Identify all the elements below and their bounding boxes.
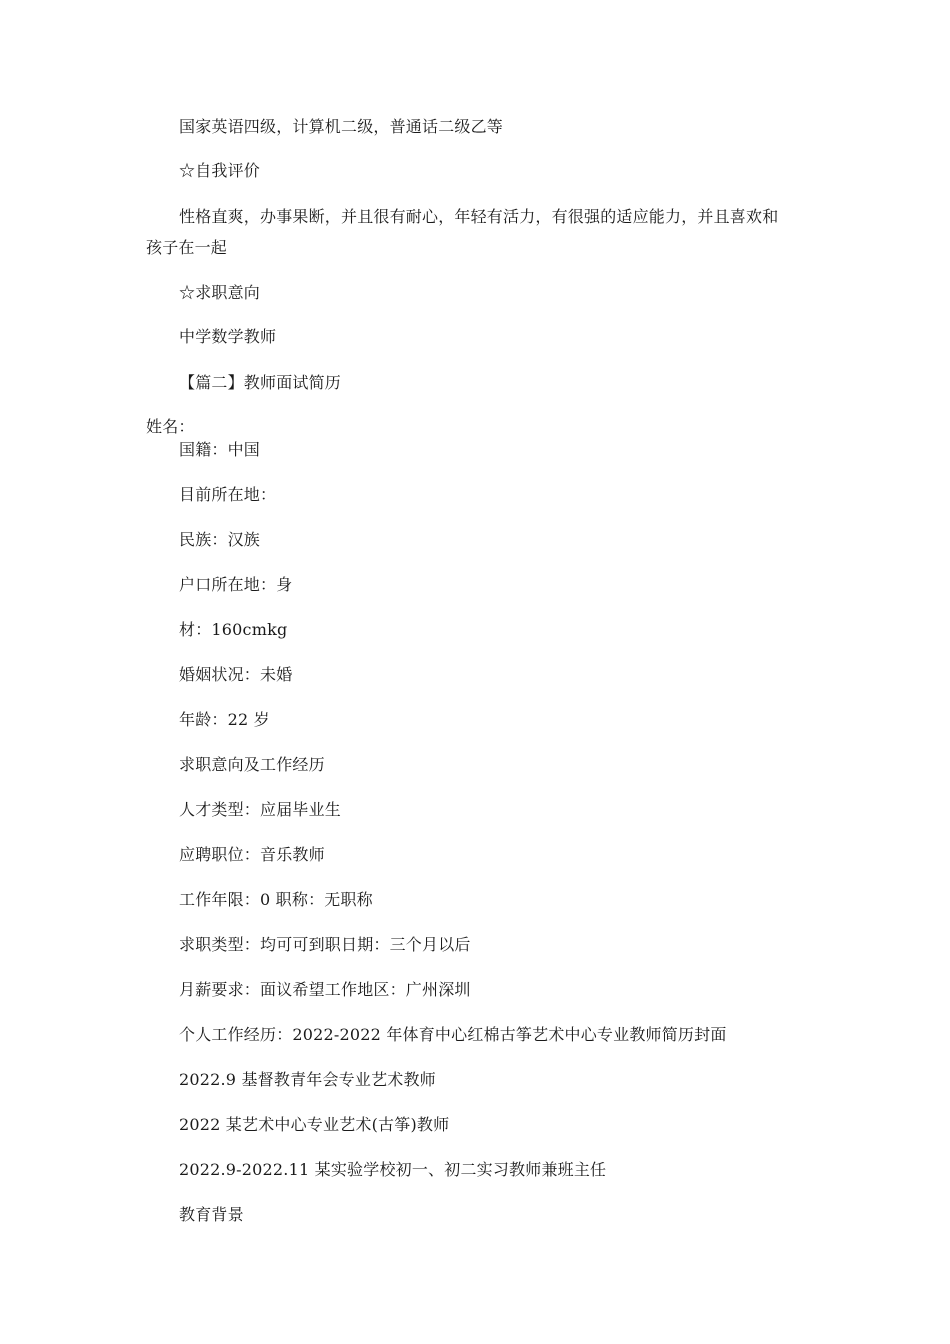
self-evaluation-text: 性格直爽，办事果断，并且很有耐心，年轻有活力，有很强的适应能力，并且喜欢和 bbox=[179, 207, 779, 226]
salary-field: 月薪要求：面议希望工作地区：广州深圳 bbox=[179, 980, 471, 999]
nationality-field: 国籍：中国 bbox=[179, 440, 261, 459]
marital-status-field: 婚姻状况：未婚 bbox=[179, 665, 293, 684]
job-intention-experience-heading: 求职意向及工作经历 bbox=[179, 755, 325, 774]
name-field: 姓名： bbox=[146, 417, 195, 436]
age-field: 年龄：22 岁 bbox=[179, 710, 270, 729]
work-experience-line-3: 2022 某艺术中心专业艺术(古筝)教师 bbox=[179, 1115, 450, 1134]
household-registration-field: 户口所在地：身 bbox=[179, 575, 293, 594]
ethnicity-field: 民族：汉族 bbox=[179, 530, 261, 549]
work-experience-line-1: 个人工作经历：2022-2022 年体育中心红棉古筝艺术中心专业教师简历封面 bbox=[179, 1025, 727, 1044]
talent-type-field: 人才类型：应届毕业生 bbox=[179, 800, 342, 819]
job-intention-heading: ☆求职意向 bbox=[179, 283, 261, 302]
job-type-field: 求职类型：均可可到职日期：三个月以后 bbox=[179, 935, 471, 954]
height-field: 材：160cmkg bbox=[179, 620, 288, 639]
job-intention-text: 中学数学教师 bbox=[179, 327, 277, 346]
self-evaluation-heading: ☆自我评价 bbox=[179, 161, 261, 180]
certificates-text: 国家英语四级，计算机二级，普通话二级乙等 bbox=[179, 117, 504, 136]
work-experience-line-4: 2022.9-2022.11 某实验学校初一、初二实习教师兼班主任 bbox=[179, 1160, 607, 1179]
work-experience-line-2: 2022.9 基督教青年会专业艺术教师 bbox=[179, 1070, 436, 1089]
position-applied-field: 应聘职位：音乐教师 bbox=[179, 845, 325, 864]
self-evaluation-text-cont: 孩子在一起 bbox=[146, 238, 228, 257]
current-location-field: 目前所在地： bbox=[179, 485, 277, 504]
work-years-field: 工作年限：0 职称：无职称 bbox=[179, 890, 373, 909]
section-two-title: 【篇二】教师面试简历 bbox=[179, 373, 342, 392]
education-heading: 教育背景 bbox=[179, 1205, 244, 1224]
